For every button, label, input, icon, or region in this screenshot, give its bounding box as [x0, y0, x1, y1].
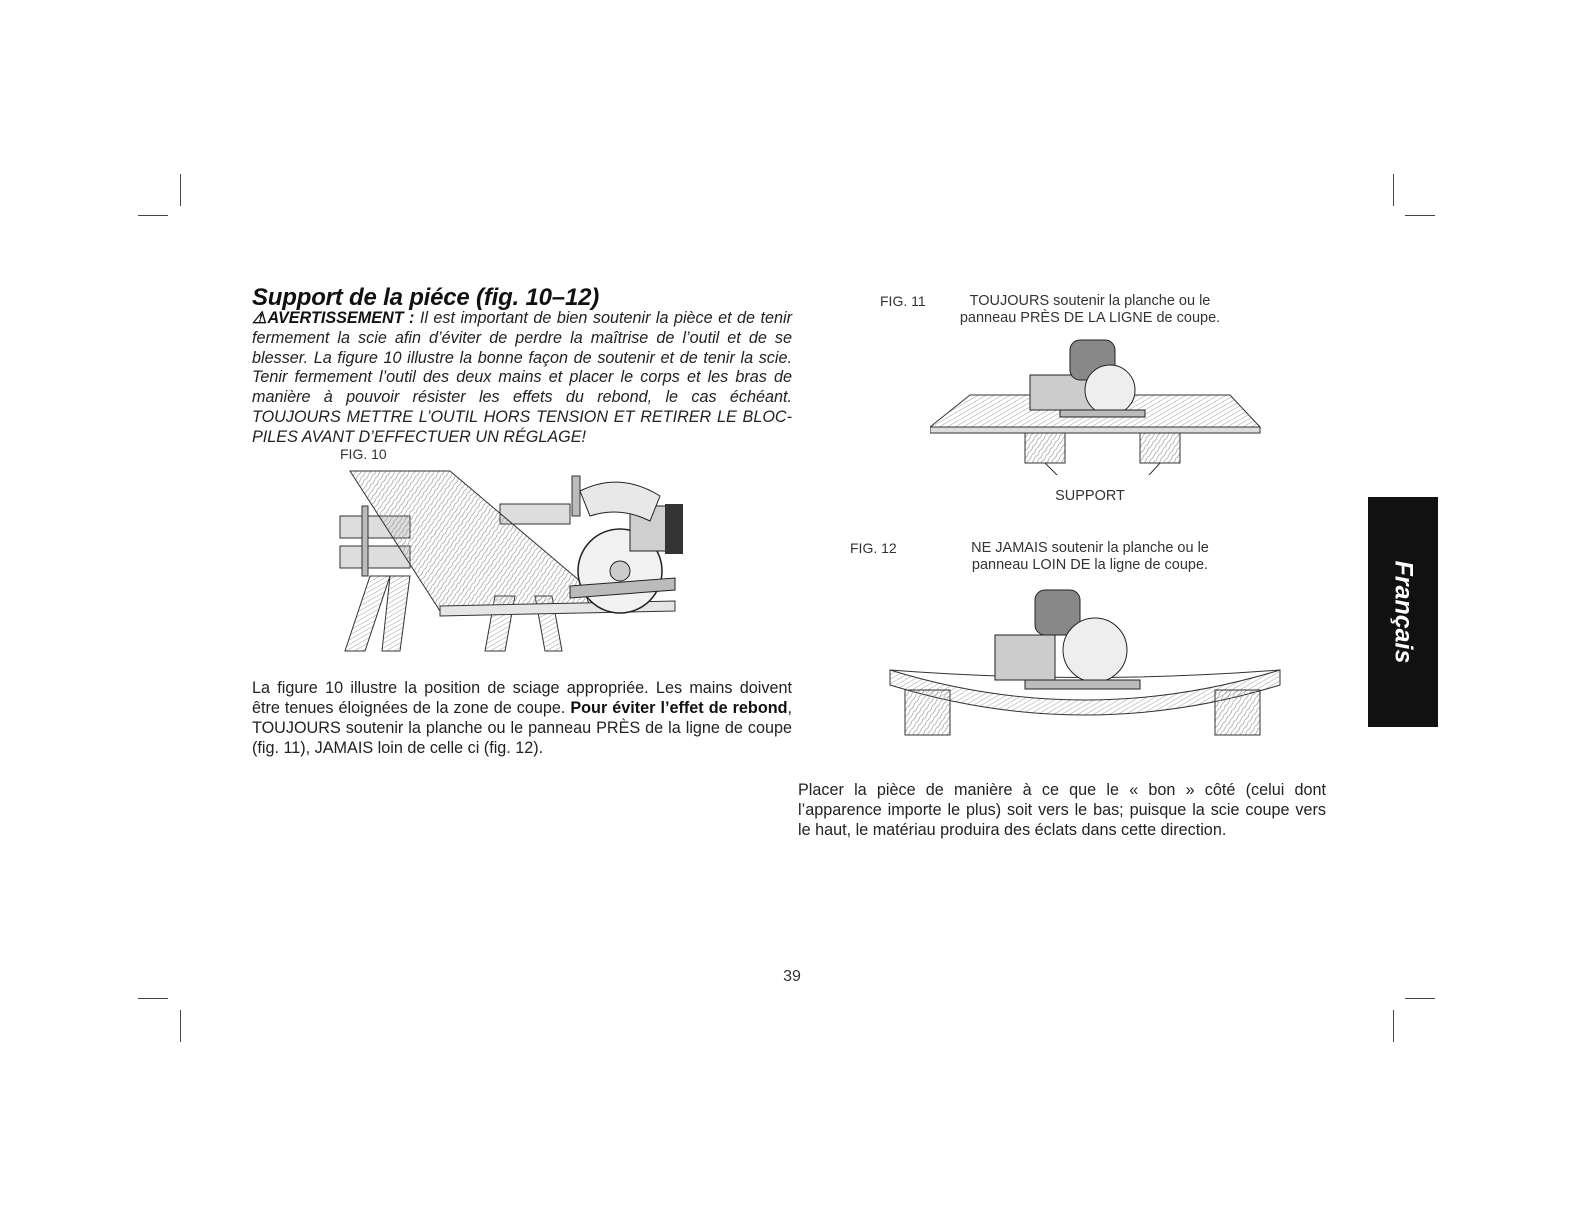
body-left-paragraph	[252, 678, 792, 758]
body-right-paragraph: Placer la pièce de manière à ce que le « bon » côté (celui dont l’apparence importe le plus) soit vers le bas; puisque la scie coupe vers le haut, le matériau produira des éclats dans cette direction.	[798, 781, 1326, 839]
crop-mark	[1393, 174, 1394, 206]
warning-paragraph	[252, 309, 792, 448]
fig11-illustration	[930, 335, 1270, 475]
section-heading: Support de la piéce (fig. 10–12)	[252, 284, 600, 311]
body-left-text-2: , TOUJOURS soutenir la planche ou le panneau PRÈS de la ligne de coupe (fig. 11), JAMAIS loin de celle ci (fig. 12).	[252, 699, 792, 757]
fig11-support-label: SUPPORT	[1055, 488, 1125, 504]
fig11-label: FIG. 11	[880, 293, 926, 309]
fig11-caption-line1: TOUJOURS soutenir la planche ou le	[969, 293, 1211, 309]
fig11-caption	[940, 293, 1240, 327]
crop-mark	[1405, 998, 1435, 999]
warning-label: AVERTISSEMENT :	[267, 309, 415, 327]
fig12-label: FIG. 12	[850, 540, 897, 556]
crop-mark	[180, 174, 181, 206]
fig12-caption-line2: panneau LOIN DE la ligne de coupe.	[971, 557, 1209, 573]
crop-mark	[1405, 215, 1435, 216]
fig12-illustration	[885, 585, 1285, 740]
page-number: 39	[783, 968, 801, 985]
body-left-bold: Pour éviter l’effet de rebond	[570, 699, 788, 717]
language-tab	[1368, 497, 1438, 727]
fig12-caption-line1: NE JAMAIS soutenir la planche ou le	[971, 540, 1209, 556]
body-left-text-1: La figure 10 illustre la position de sciage appropriée. Les mains doivent être tenues éloignées de la zone de coupe.	[252, 679, 792, 717]
warning-text: Il est important de bien soutenir la pièce et de tenir fermement la scie afin d’éviter de perdre la maîtrise de l’outil et de se blesser. La figure 10 illustre la bonne façon de soutenir et de tenir la scie. Tenir fermement l’outil des deux mains et placer le corps et les bras de manière à pouvoir résister les effets du rebond, le cas échéant. TOUJOURS METTRE L’OUTIL HORS TENSION ET RETIRER LE BLOC-PILES AVANT D’EFFECTUER UN RÉGLAGE!	[252, 309, 792, 446]
crop-mark	[138, 998, 168, 999]
fig10-label: FIG. 10	[340, 446, 387, 462]
crop-mark	[1393, 1010, 1394, 1042]
crop-mark	[180, 1010, 181, 1042]
fig11-caption-line2: panneau PRÈS DE LA LIGNE de coupe.	[959, 310, 1221, 326]
warning-icon: ⚠	[252, 309, 268, 327]
language-tab-label: Français	[1389, 560, 1418, 664]
fig10-illustration	[330, 466, 690, 656]
fig12-caption	[940, 540, 1240, 574]
crop-mark	[138, 215, 168, 216]
